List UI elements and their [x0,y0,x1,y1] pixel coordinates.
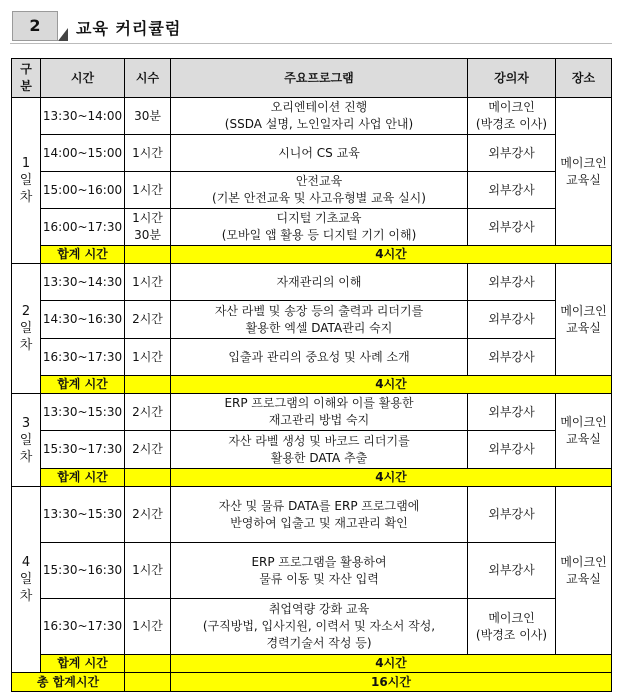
hours-cell [125,98,171,135]
program-line: (SSDA 설명, 노인일자리 사업 안내) [224,117,414,131]
lecturer-line: 외부강사 [488,219,535,234]
location-line: 교육실 [566,432,601,446]
subtotal-label: 합계 시간 [41,246,125,264]
subtotal-value: 4시간 [171,469,612,487]
program-line: 활용한 엑셀 DATA관리 숙지 [245,320,393,335]
subtotal-value: 4시간 [171,376,612,394]
hours-cell [125,394,171,431]
day-number: 1 [21,156,31,171]
program-line: 물류 이동 및 자산 입력 [259,571,379,586]
hours-cell [125,209,171,246]
table-row [12,172,612,209]
program-line: 활용한 DATA 추출 [270,450,368,465]
table-row [12,394,612,431]
day-suffix: 차 [19,589,33,604]
program-cell [171,339,468,376]
location-line: 메이크인 [560,303,607,318]
program-cell [171,487,468,543]
section-title: 교육 커리큘럼 [76,19,182,38]
hours-line: 2시간 [132,404,163,419]
program-line: (기본 안전교육 및 사고유형별 교육 실시) [212,191,426,205]
location-cell [556,487,612,655]
location-line: 교육실 [566,571,601,586]
table-row [12,339,612,376]
header-program: 주요프로그램 [171,59,468,98]
hours-line: 2시간 [132,507,163,521]
table-row [12,98,612,135]
table-row [12,209,612,246]
hours-cell [125,172,171,209]
hours-cell [125,487,171,543]
program-line: 오리엔테이션 진행 [270,100,368,114]
lecturer-line: 외부강사 [488,182,535,197]
lecturer-line: 외부강사 [488,312,535,326]
lecturer-cell [468,339,556,376]
program-cell [171,264,468,301]
location-line: 교육실 [566,172,601,187]
lecturer-line: 메이크인 [488,100,535,114]
grand-total-row [12,673,612,692]
section-marker-icon [58,28,68,41]
day-number: 2 [21,304,31,319]
hours-line: 30분 [134,228,161,242]
program-cell [171,599,468,655]
program-line: 자산 라벨 생성 및 바코드 리더기를 [228,433,410,448]
program-line: (구직방법, 입사지원, 이력서 및 자소서 작성, [202,619,436,633]
time-cell: 13:30~14:30 [41,264,125,301]
hours-line: 2시간 [132,312,163,326]
hours-line: 30분 [134,108,161,123]
lecturer-line: 외부강사 [488,507,535,521]
lecturer-cell [468,301,556,339]
lecturer-cell [468,599,556,655]
time-cell: 13:30~14:00 [41,98,125,135]
time-cell: 13:30~15:30 [41,394,125,431]
program-line: 재고관리 방법 숙지 [268,413,370,427]
day-label [12,98,41,264]
lecturer-line: 외부강사 [488,563,535,577]
subtotal-row [12,655,612,673]
subtotal-label: 합계 시간 [41,469,125,487]
lecturer-line: 외부강사 [488,404,535,419]
location-cell [556,98,612,246]
lecturer-line: (박경조 이사) [475,117,548,131]
lecturer-cell [468,543,556,599]
location-cell [556,394,612,469]
table-row [12,264,612,301]
time-cell: 15:00~16:00 [41,172,125,209]
grand-total-label: 총 합계시간 [12,673,125,692]
program-line: 자재관리의 이해 [276,274,362,289]
subtotal-row [12,469,612,487]
program-line: 경력기술서 작성 등) [266,636,372,650]
lecturer-line: 외부강사 [488,145,535,160]
lecturer-line: (박경조 이사) [475,627,548,642]
lecturer-cell [468,431,556,469]
time-cell: 16:00~17:30 [41,209,125,246]
location-line: 교육실 [566,320,601,335]
lecturer-line: 외부강사 [488,442,535,456]
subtotal-value: 4시간 [171,655,612,673]
section-number: 2 [12,11,58,41]
day-suffix: 일 [19,572,33,587]
hours-cell [125,543,171,599]
day-suffix: 차 [19,338,33,353]
time-cell: 15:30~16:30 [41,543,125,599]
day-suffix: 차 [19,190,33,205]
day-suffix: 일 [19,432,33,448]
hours-line: 1시간 [132,349,163,364]
section-underline [10,43,612,44]
day-label [12,264,41,394]
section-header [10,8,610,44]
subtotal-blank [125,655,171,673]
subtotal-blank [125,469,171,487]
lecturer-cell [468,135,556,172]
time-cell: 14:00~15:00 [41,135,125,172]
table-row [12,543,612,599]
program-cell [171,543,468,599]
subtotal-row [12,376,612,394]
hours-line: 1시간 [132,619,163,633]
day-suffix: 일 [19,321,33,336]
location-line: 메이크인 [560,554,607,569]
time-cell: 16:30~17:30 [41,339,125,376]
time-cell: 16:30~17:30 [41,599,125,655]
program-line: 취업역량 강화 교육 [268,602,370,616]
subtotal-blank [125,246,171,264]
hours-line: 2시간 [132,442,163,456]
program-line: 반영하여 입출고 및 재고관리 확인 [230,515,408,530]
location-line: 메이크인 [560,415,607,429]
program-cell [171,172,468,209]
header-location: 장소 [556,59,612,98]
hours-cell [125,135,171,172]
hours-cell [125,301,171,339]
time-cell: 13:30~15:30 [41,487,125,543]
hours-cell [125,264,171,301]
day-number: 3 [21,415,31,431]
lecturer-cell [468,394,556,431]
time-cell: 15:30~17:30 [41,431,125,469]
hours-line: 1시간 [132,563,163,577]
program-line: ERP 프로그램을 활용하여 [251,554,387,569]
grand-total-blank [125,673,171,692]
lecturer-cell [468,172,556,209]
table-body [12,98,612,692]
subtotal-blank [125,376,171,394]
table-header-row [12,59,612,98]
hours-line: 1시간 [132,182,163,197]
subtotal-label: 합계 시간 [41,376,125,394]
program-line: ERP 프로그램의 이해와 이를 활용한 [224,396,414,410]
hours-cell [125,431,171,469]
hours-cell [125,339,171,376]
lecturer-cell [468,209,556,246]
table-row [12,599,612,655]
hours-line: 1시간 [132,145,163,160]
header-hours: 시수 [125,59,171,98]
hours-cell [125,599,171,655]
subtotal-label: 합계 시간 [41,655,125,673]
table-row [12,431,612,469]
header-time: 시간 [41,59,125,98]
program-line: (모바일 앱 활용 등 디지털 기기 이해) [221,228,417,242]
program-cell [171,431,468,469]
curriculum-table [11,58,612,692]
program-cell [171,301,468,339]
location-line: 메이크인 [560,155,607,170]
lecturer-cell [468,487,556,543]
program-line: 시니어 CS 교육 [278,145,360,160]
program-line: 입출과 관리의 중요성 및 사례 소개 [228,349,410,364]
table-row [12,487,612,543]
subtotal-value: 4시간 [171,246,612,264]
program-line: 디지털 기초교육 [276,211,362,225]
day-suffix: 차 [19,449,33,465]
day-suffix: 일 [19,173,33,188]
time-cell: 14:30~16:30 [41,301,125,339]
program-line: 안전교육 [295,174,343,188]
table-row [12,135,612,172]
hours-line: 1시간 [132,211,163,225]
program-cell [171,98,468,135]
header-category: 구 분 [12,59,41,98]
hours-line: 1시간 [132,274,163,289]
program-cell [171,394,468,431]
location-cell [556,264,612,376]
day-number: 4 [21,555,31,570]
program-cell [171,209,468,246]
lecturer-line: 메이크인 [488,610,535,625]
program-line: 자산 및 물류 DATA를 ERP 프로그램에 [218,498,420,513]
lecturer-line: 외부강사 [488,349,535,364]
subtotal-row [12,246,612,264]
day-label [12,394,41,487]
program-cell [171,135,468,172]
day-label [12,487,41,673]
lecturer-cell [468,264,556,301]
lecturer-line: 외부강사 [488,274,535,289]
lecturer-cell [468,98,556,135]
table-row [12,301,612,339]
grand-total-value: 16시간 [171,673,612,692]
program-line: 자산 라벨 및 송장 등의 출력과 리더기를 [214,303,424,318]
header-lecturer: 강의자 [468,59,556,98]
